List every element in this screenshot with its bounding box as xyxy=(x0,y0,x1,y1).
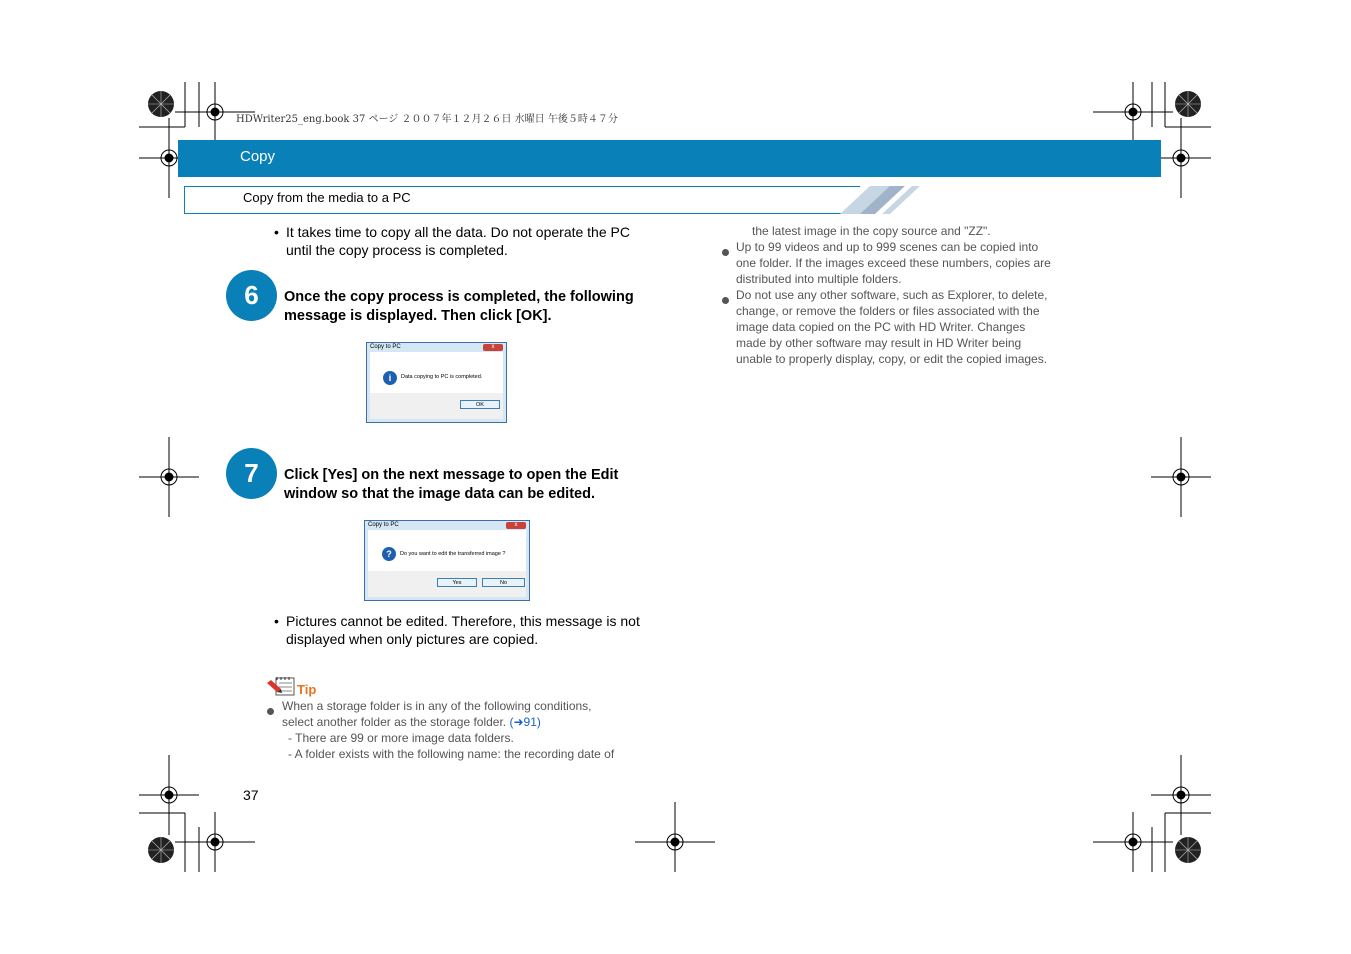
section-header-bar xyxy=(178,140,1161,177)
print-header: HDWriter25_eng.book 37 ページ ２００７年１２月２６日 水曜日 午後５時４７分 xyxy=(236,114,618,125)
intro-bullet-text: It takes time to copy all the data. Do not operate the PC until the copy process is completed. xyxy=(286,224,630,258)
step-7-title: Click [Yes] on the next message to open the Edit window so that the image data can be edited. xyxy=(284,467,619,502)
pictures-bullet-marker: • xyxy=(274,613,279,629)
continuation-text: the latest image in the copy source and "ZZ". xyxy=(752,224,991,238)
bullet-dot xyxy=(722,243,729,261)
no-button[interactable]: No xyxy=(482,578,525,587)
close-icon[interactable]: x xyxy=(506,522,526,529)
step-6-number: 6 xyxy=(226,270,277,321)
dialog-edit-prompt xyxy=(364,520,530,601)
tip-bullet-dot xyxy=(267,702,274,720)
question-icon: ? xyxy=(382,547,396,561)
info-icon: i xyxy=(383,371,397,385)
tip-text: When a storage folder is in any of the following conditions, select another folder as the storage folder. (➜91) - There are 99 or more image data folders. - A folder exists with the following name: the recording date of xyxy=(282,699,615,761)
yes-button[interactable]: Yes xyxy=(437,578,477,587)
bullet-dot xyxy=(722,291,729,309)
pictures-bullet-text: Pictures cannot be edited. Therefore, this message is not displayed when only pictures are copied. xyxy=(286,613,640,647)
right-bullet-1: Up to 99 videos and up to 999 scenes can be copied into one folder. If the images exceed these numbers, copies are distributed into multiple folders. xyxy=(736,240,1051,286)
dialog-message: Data copying to PC is completed. xyxy=(401,374,483,380)
dialog-copy-completed xyxy=(366,342,507,423)
close-icon[interactable]: x xyxy=(483,344,503,351)
dialog-title: Copy to PC xyxy=(368,522,399,528)
dialog-title: Copy to PC xyxy=(370,344,401,350)
section-title: Copy xyxy=(240,148,276,165)
ok-button[interactable]: OK xyxy=(460,400,500,409)
right-bullet-2: Do not use any other software, such as Explorer, to delete, change, or remove the folders or files associated with the image data copied on the PC with HD Writer. Changes made by other software may result in HD Writer being unable to properly display, copy, or edit the copied images. xyxy=(736,288,1048,366)
step-7-number: 7 xyxy=(226,448,277,499)
dialog-message: Do you want to edit the transferred image ? xyxy=(400,551,506,557)
memo-pen-icon xyxy=(266,677,296,697)
page-link[interactable]: (➜91) xyxy=(509,715,541,729)
tip-label: Tip xyxy=(297,682,317,697)
intro-bullet-marker: • xyxy=(274,224,279,240)
stripe-decoration xyxy=(820,185,920,215)
step-6-title: Once the copy process is completed, the following message is displayed. Then click [OK]. xyxy=(284,289,634,324)
page-number: 37 xyxy=(243,787,259,803)
subsection-title: Copy from the media to a PC xyxy=(243,190,411,205)
